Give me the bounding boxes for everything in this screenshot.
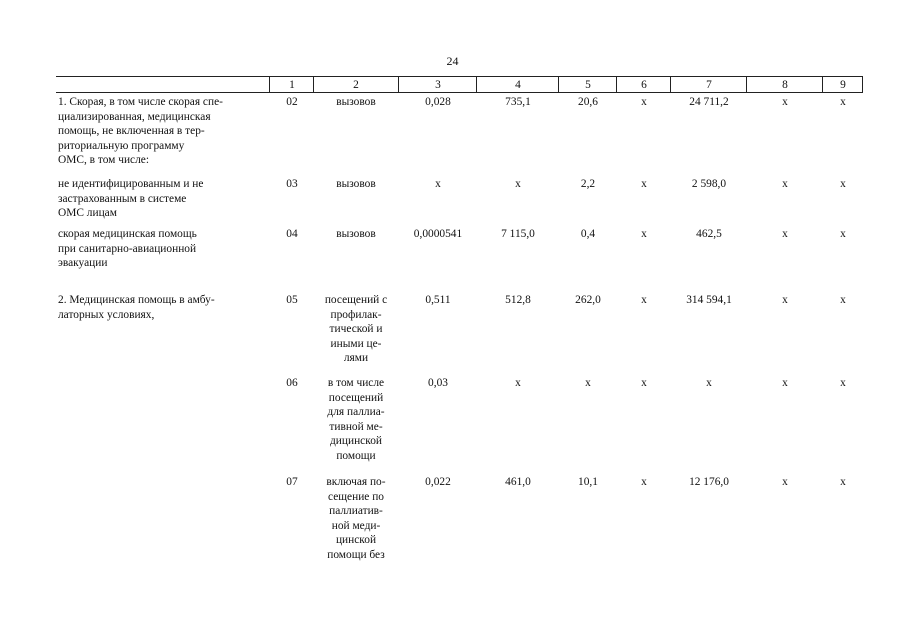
row-unit-line: тической и bbox=[329, 323, 383, 335]
row-name-line: 2. Медицинская помощь в амбу- bbox=[58, 294, 215, 306]
row-value-5: 2,2 bbox=[580, 178, 596, 190]
row-name-line: помощь, не включенная в тер- bbox=[58, 125, 205, 137]
row-name bbox=[58, 293, 264, 322]
row-value-7: 12 176,0 bbox=[689, 476, 729, 488]
row-unit-line: профилак- bbox=[330, 308, 382, 321]
row-value-8: х bbox=[782, 178, 788, 190]
row-name-line: ОМС, в том числе: bbox=[58, 154, 150, 166]
row-value-3: 0,028 bbox=[425, 96, 451, 108]
row-unit bbox=[314, 227, 398, 242]
row-value-4: х bbox=[515, 178, 521, 190]
row-code: 03 bbox=[286, 178, 298, 190]
row-unit-line: посещений bbox=[328, 391, 384, 404]
header-separator bbox=[398, 76, 399, 93]
row-value-8: х bbox=[782, 96, 788, 108]
row-name-line: ОМС лицам bbox=[58, 207, 117, 219]
row-value-9: х bbox=[840, 377, 846, 389]
row-value-4: 7 115,0 bbox=[501, 228, 535, 240]
row-name-line: 1. Скорая, в том числе скорая спе- bbox=[58, 96, 223, 108]
row-name bbox=[58, 95, 264, 168]
row-name-line: застрахованным в системе bbox=[58, 192, 187, 205]
row-value-5: 20,6 bbox=[578, 96, 598, 108]
row-value-6: х bbox=[641, 228, 647, 240]
row-value-7: 314 594,1 bbox=[686, 294, 732, 306]
column-header-3: 3 bbox=[435, 79, 441, 91]
row-value-9: х bbox=[840, 294, 846, 306]
row-unit bbox=[314, 293, 398, 366]
row-value-4: 735,1 bbox=[505, 96, 531, 108]
row-unit-line: вызовов bbox=[336, 178, 376, 190]
row-name bbox=[58, 177, 264, 221]
row-value-7: 462,5 bbox=[696, 228, 722, 240]
row-value-6: х bbox=[641, 377, 647, 389]
row-name-line: не идентифицированным и не bbox=[58, 178, 204, 190]
row-name-line: при санитарно-авиационной bbox=[58, 242, 197, 255]
row-code: 02 bbox=[286, 96, 298, 108]
row-unit-line: тивной ме- bbox=[329, 420, 383, 433]
header-separator bbox=[476, 76, 477, 93]
header-separator bbox=[616, 76, 617, 93]
row-value-6: х bbox=[641, 294, 647, 306]
column-header-8: 8 bbox=[782, 79, 788, 91]
page-number: 24 bbox=[446, 54, 459, 68]
row-unit bbox=[314, 177, 398, 192]
column-header-9: 9 bbox=[840, 79, 846, 91]
row-unit-line: лями bbox=[343, 352, 369, 364]
row-value-5: 10,1 bbox=[578, 476, 598, 488]
row-value-4: х bbox=[515, 377, 521, 389]
row-value-3: 0,03 bbox=[428, 377, 448, 389]
row-value-9: х bbox=[840, 476, 846, 488]
row-unit bbox=[314, 475, 398, 562]
row-unit-line: для паллиа- bbox=[327, 406, 385, 418]
column-header-5: 5 bbox=[585, 79, 591, 91]
row-value-6: х bbox=[641, 178, 647, 190]
row-unit-line: в том числе bbox=[327, 377, 385, 389]
row-unit-line: ной меди- bbox=[331, 519, 381, 532]
row-code: 07 bbox=[286, 476, 298, 488]
row-value-3: 0,0000541 bbox=[413, 228, 463, 240]
row-value-3: 0,022 bbox=[425, 476, 451, 488]
row-unit-line: сещение по bbox=[328, 490, 384, 503]
row-unit bbox=[314, 95, 398, 110]
row-code: 06 bbox=[286, 377, 298, 389]
row-unit-line: помощи без bbox=[327, 548, 385, 561]
table-header-rule bbox=[56, 92, 862, 93]
row-unit-line: вызовов bbox=[336, 96, 376, 108]
column-header-6: 6 bbox=[641, 79, 647, 91]
column-header-1: 1 bbox=[289, 79, 295, 91]
row-value-7: 24 711,2 bbox=[689, 96, 729, 108]
row-value-9: х bbox=[840, 96, 846, 108]
row-unit-line: дицинской bbox=[330, 435, 382, 447]
row-value-7: 2 598,0 bbox=[691, 178, 727, 190]
row-value-6: х bbox=[641, 476, 647, 488]
row-value-5: х bbox=[585, 377, 591, 389]
table-top-rule bbox=[56, 76, 862, 77]
row-value-7: х bbox=[706, 377, 712, 389]
row-value-9: х bbox=[840, 178, 846, 190]
row-name-line: латорных условиях, bbox=[58, 308, 155, 321]
row-value-5: 262,0 bbox=[575, 294, 601, 306]
row-value-6: х bbox=[641, 96, 647, 108]
row-value-4: 512,8 bbox=[505, 294, 531, 306]
row-name bbox=[58, 227, 264, 271]
row-value-9: х bbox=[840, 228, 846, 240]
row-unit-line: иными це- bbox=[330, 337, 382, 350]
row-unit-line: цинской bbox=[335, 534, 377, 546]
row-value-8: х bbox=[782, 476, 788, 488]
row-unit bbox=[314, 376, 398, 463]
header-separator bbox=[862, 76, 863, 93]
row-value-3: х bbox=[435, 178, 441, 190]
header-separator bbox=[558, 76, 559, 93]
row-name-line: эвакуации bbox=[58, 257, 108, 269]
row-name-line: скорая медицинская помощь bbox=[58, 228, 197, 240]
row-value-3: 0,511 bbox=[425, 294, 451, 306]
row-unit-line: паллиатив- bbox=[329, 505, 383, 517]
row-value-5: 0,4 bbox=[580, 228, 596, 240]
header-separator bbox=[670, 76, 671, 93]
row-value-4: 461,0 bbox=[505, 476, 531, 488]
row-unit-line: вызовов bbox=[336, 228, 376, 240]
header-separator bbox=[822, 76, 823, 93]
row-name-line: риториальную программу bbox=[58, 139, 185, 152]
row-code: 04 bbox=[286, 228, 298, 240]
header-separator bbox=[269, 76, 270, 93]
column-header-2: 2 bbox=[353, 79, 359, 91]
column-header-4: 4 bbox=[515, 79, 521, 91]
row-code: 05 bbox=[286, 294, 298, 306]
header-separator bbox=[746, 76, 747, 93]
row-name-line: циализированная, медицинская bbox=[58, 110, 211, 123]
row-unit-line: посещений с bbox=[324, 294, 388, 306]
row-unit-line: включая по- bbox=[326, 476, 386, 488]
column-header-7: 7 bbox=[706, 79, 712, 91]
row-value-8: х bbox=[782, 228, 788, 240]
row-unit-line: помощи bbox=[336, 449, 376, 462]
row-value-8: х bbox=[782, 377, 788, 389]
row-value-8: х bbox=[782, 294, 788, 306]
